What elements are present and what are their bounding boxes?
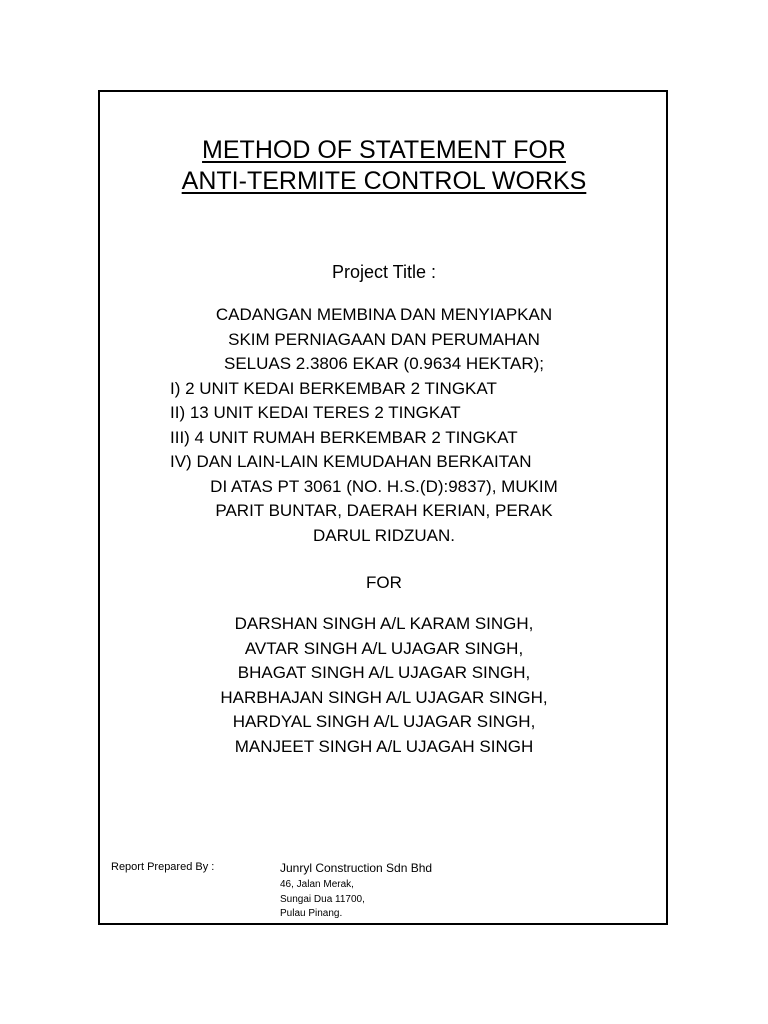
prepared-by-label: Report Prepared By : [111,861,215,873]
address-line: Pulau Pinang. [280,908,343,919]
project-item: I) 2 UNIT KEDAI BERKEMBAR 2 TINGKAT [170,378,497,398]
document-title [0,135,768,197]
owner-name: BHAGAT SINGH A/L UJAGAR SINGH, [237,663,531,682]
project-location-line: DARUL RIDZUAN. [313,525,455,545]
owner-name: DARSHAN SINGH A/L KARAM SINGH, [234,614,534,633]
company-address [280,878,365,922]
title-line-2: ANTI-TERMITE CONTROL WORKS [181,167,587,195]
project-line: SELUAS 2.3806 EKAR (0.9634 HEKTAR); [223,354,544,373]
owner-name: AVTAR SINGH A/L UJAGAR SINGH, [244,638,524,658]
project-description [0,303,768,548]
project-line: CADANGAN MEMBINA DAN MENYIAPKAN [215,305,553,324]
project-location-line: DI ATAS PT 3061 (NO. H.S.(D):9837), MUKIM [210,476,558,496]
title-line-1: METHOD OF STATEMENT FOR [202,136,566,164]
project-item: II) 13 UNIT KEDAI TERES 2 TINGKAT [170,403,461,422]
project-item: III) 4 UNIT RUMAH BERKEMBAR 2 TINGKAT [170,427,518,447]
address-line: Sungai Dua 11700, [280,893,365,905]
company-name: Junryl Construction Sdn Bhd [280,861,433,875]
address-line: 46, Jalan Merak, [280,879,354,890]
project-title-label: Project Title : [331,262,437,282]
owner-name: HARDYAL SINGH A/L UJAGAR SINGH, [232,712,536,731]
for-label: FOR [366,573,402,592]
owner-name: HARBHAJAN SINGH A/L UJAGAR SINGH, [220,687,548,707]
owner-name: MANJEET SINGH A/L UJAGAH SINGH [234,736,534,756]
project-location-line: PARIT BUNTAR, DAERAH KERIAN, PERAK [215,501,553,520]
project-line: SKIM PERNIAGAAN DAN PERUMAHAN [228,329,540,349]
owner-names-list [0,612,768,759]
project-item: IV) DAN LAIN-LAIN KEMUDAHAN BERKAITAN [170,452,532,471]
